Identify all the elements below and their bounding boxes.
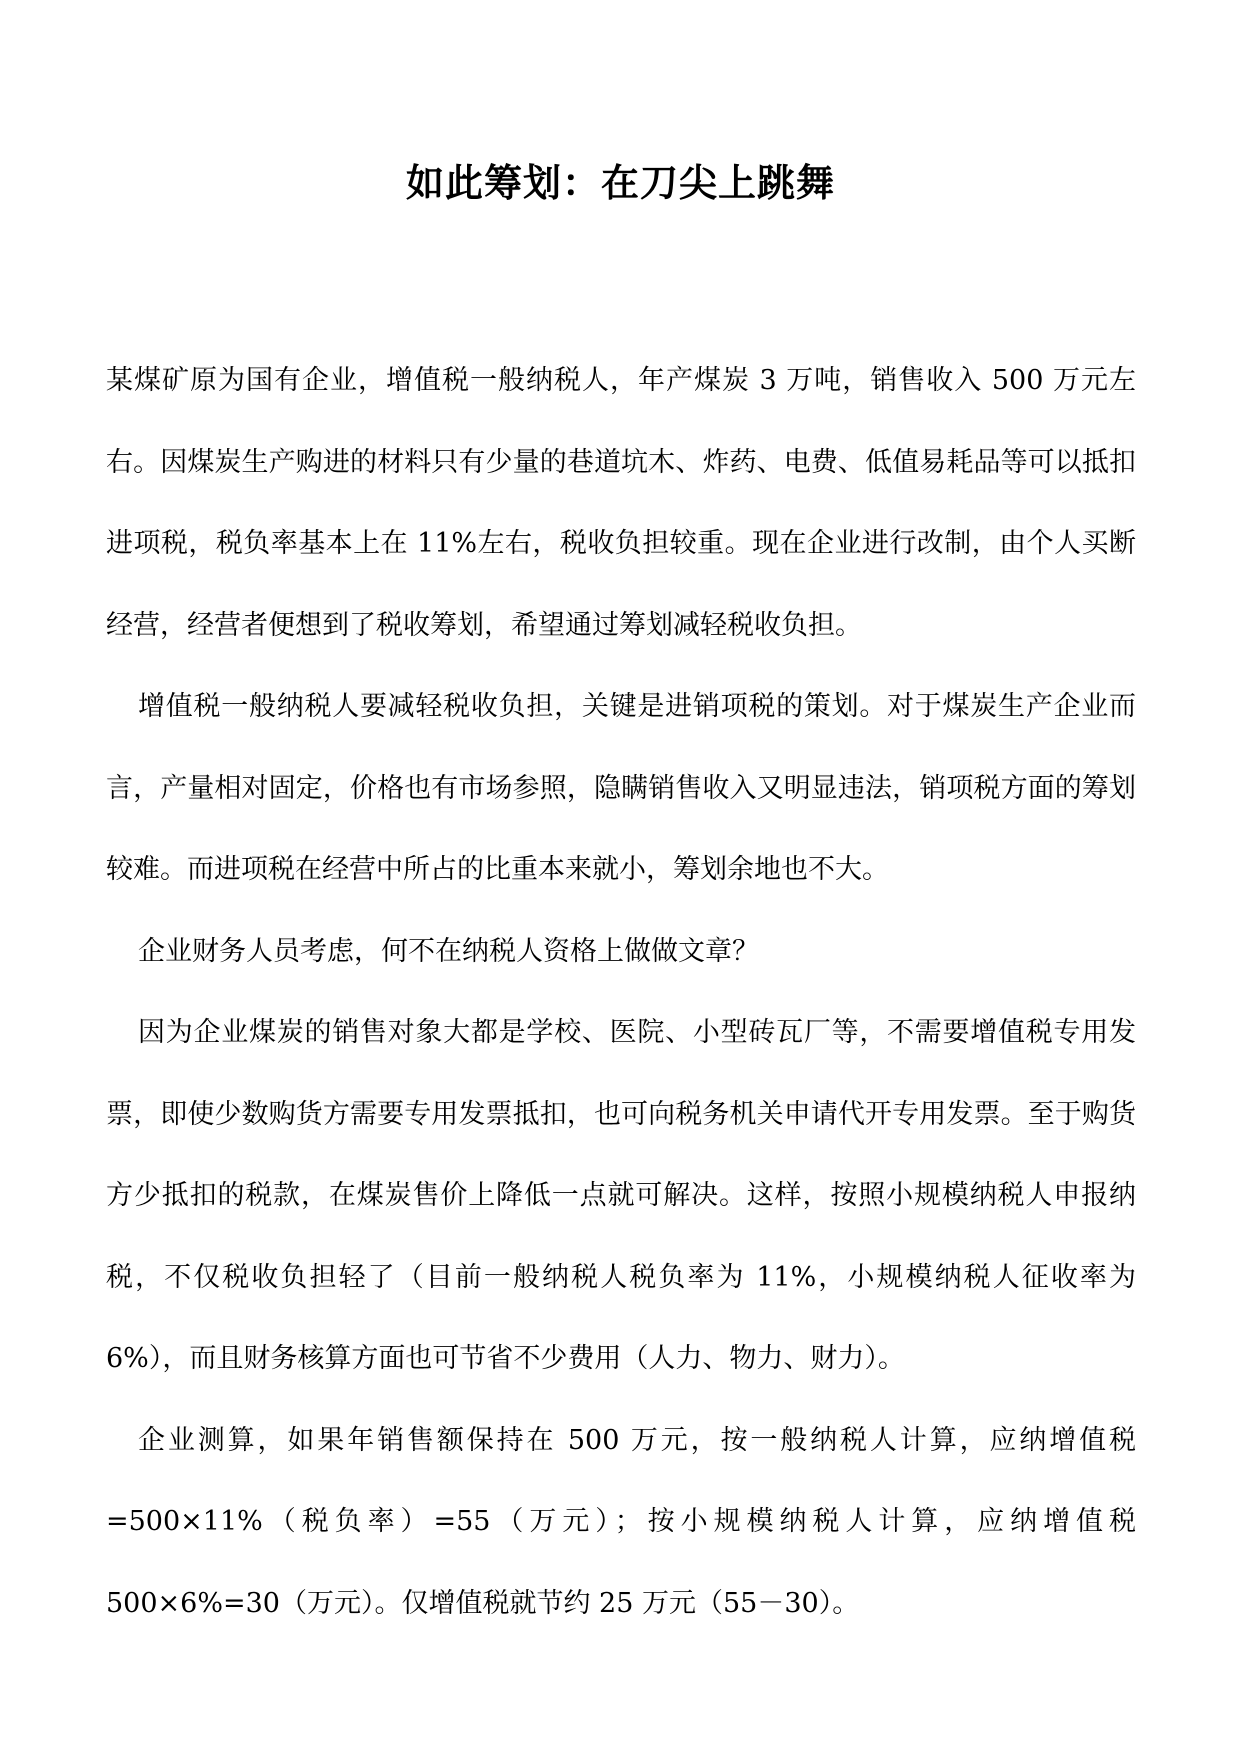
paragraph-3: 企业财务人员考虑，何不在纳税人资格上做做文章？: [138, 935, 759, 967]
paragraph-5: 企业测算，如果年销售额保持在 500 万元，按一般纳税人计算，应纳增值税=500×11%（税负率）=55（万元）；按小规模纳税人计算，应纳增值税 500×6%=30（万元）。仅增值税就节约 25 万元（55－30）。: [106, 1424, 1136, 1619]
document-body: [106, 340, 1136, 1644]
paragraph-4: 因为企业煤炭的销售对象大都是学校、医院、小型砖瓦厂等，不需要增值税专用发票，即使少数购货方需要专用发票抵扣，也可向税务机关申请代开专用发票。至于购货方少抵扣的税款，在煤炭售价上降低一点就可解决。这样，按照小规模纳税人申报纳税，不仅税收负担轻了（目前一般纳税人税负率为 11%，小规模纳税人征收率为 6%），而且财务核算方面也可节省不少费用（人力、物力、财力）。: [106, 1017, 1136, 1374]
paragraph-2: 增值税一般纳税人要减轻税收负担，关键是进销项税的策划。对于煤炭生产企业而言，产量相对固定，价格也有市场参照，隐瞒销售收入又明显违法，销项税方面的筹划较难。而进项税在经营中所占的比重本来就小，筹划余地也不大。: [106, 691, 1136, 885]
document-title: 如此筹划：在刀尖上跳舞: [405, 160, 835, 205]
paragraph-1: 某煤矿原为国有企业，增值税一般纳税人，年产煤炭 3 万吨，销售收入 500 万元左右。因煤炭生产购进的材料只有少量的巷道坑木、炸药、电费、低值易耗品等可以抵扣进项税，税负率基本上在 11%左右，税收负担较重。现在企业进行改制，由个人买断经营，经营者便想到了税收筹划，希望通过筹划减轻税收负担。: [106, 365, 1136, 641]
